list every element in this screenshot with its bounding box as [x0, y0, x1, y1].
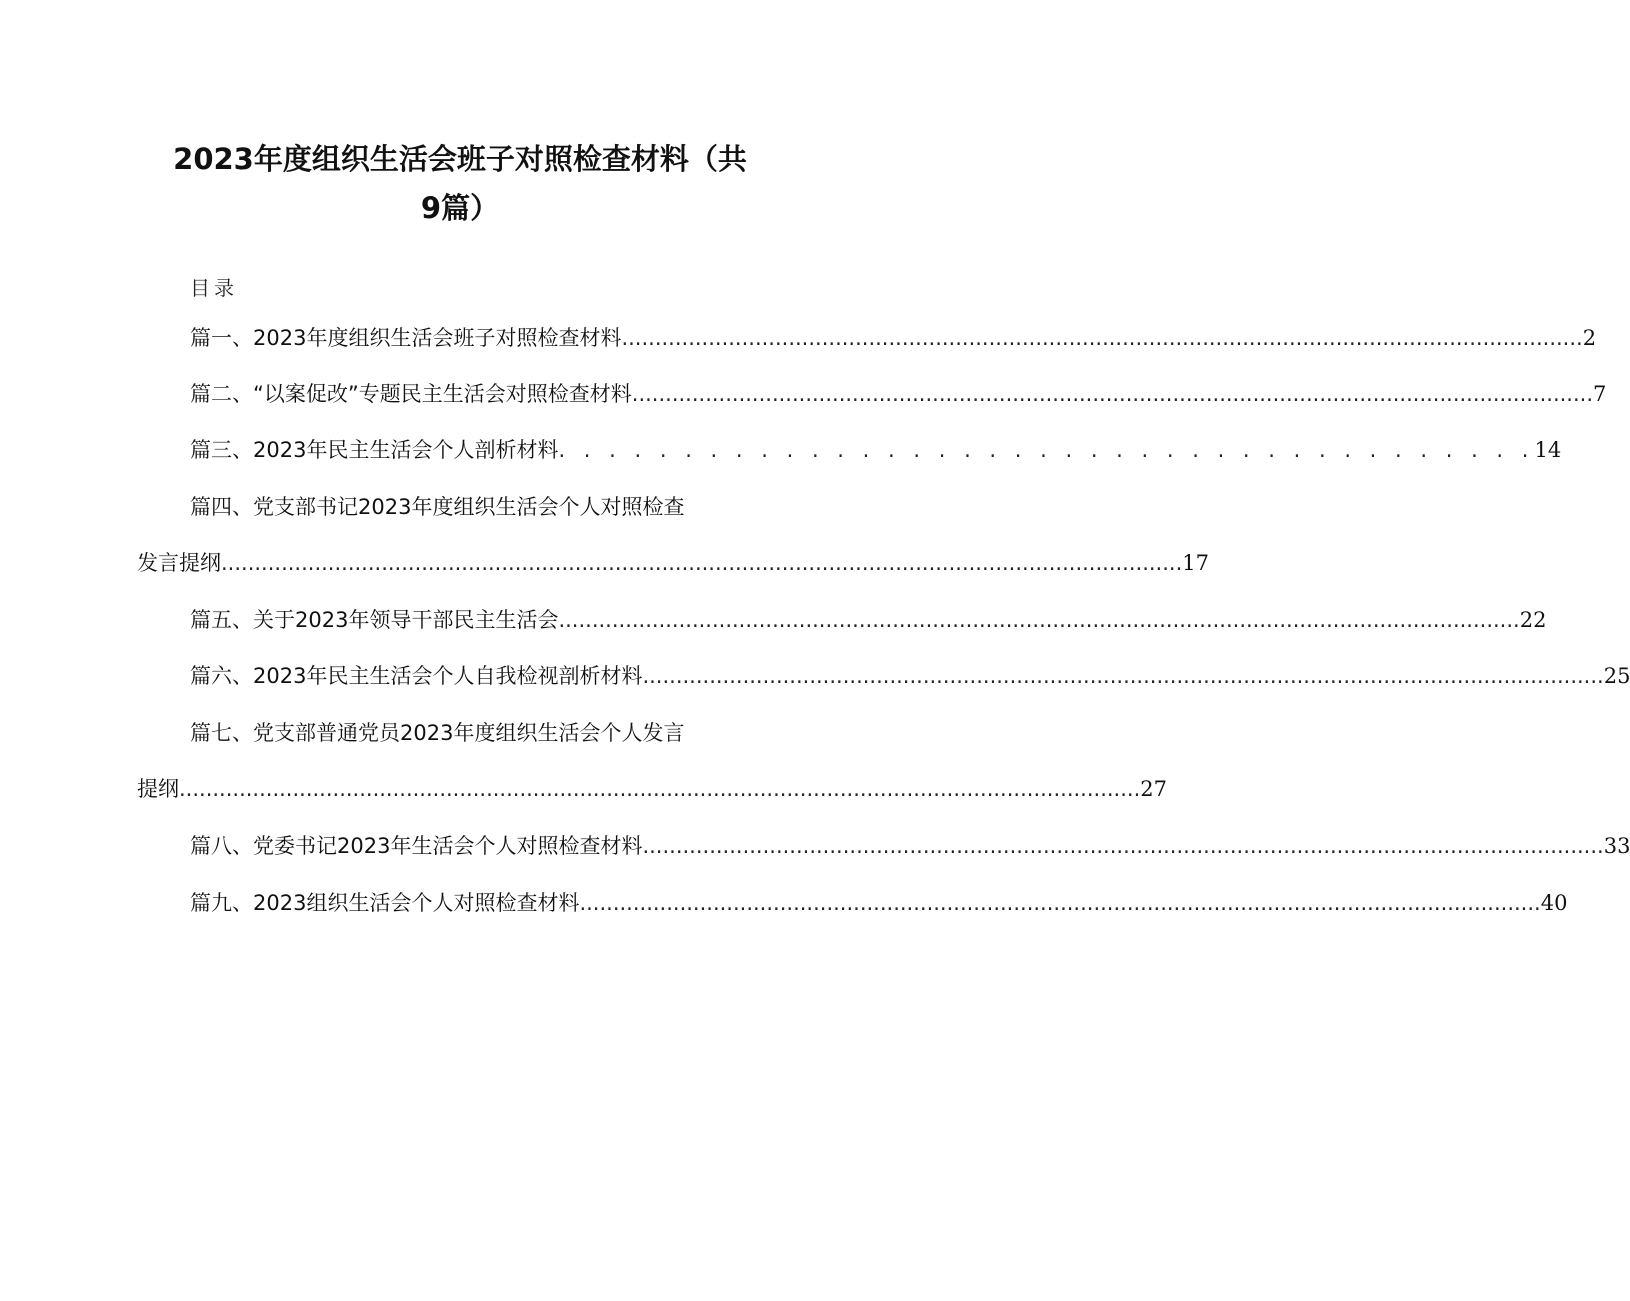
- document-title-line1: 2023年度组织生活会班子对照检查材料（共: [173, 142, 747, 176]
- toc-entry[interactable]: [190, 834, 1630, 858]
- toc-leader-dots: ................................................................................................................................................: [642, 664, 1604, 688]
- toc-entry-page: 22: [1519, 608, 1547, 632]
- toc-entry[interactable]: [190, 608, 1547, 632]
- toc-leader-dots: ................................................................................................................................................: [221, 551, 1183, 575]
- toc-entry-label: 篇五、关于2023年领导干部民主生活会: [190, 608, 559, 632]
- toc-entry[interactable]: [190, 891, 1568, 915]
- document-title-line2: 9篇）: [420, 191, 500, 225]
- toc-leader-dots: ................................................................................................................................................: [642, 834, 1604, 858]
- toc-entry-page: 7: [1593, 382, 1607, 406]
- toc-entry-first-line[interactable]: 篇四、党支部书记2023年度组织生活会个人对照检查: [190, 495, 685, 519]
- toc-entry-label: 篇六、2023年民主生活会个人自我检视剖析材料: [190, 664, 643, 688]
- toc-entry-page: 14: [1534, 438, 1562, 462]
- toc-entry-first-line[interactable]: 篇七、党支部普通党员2023年度组织生活会个人发言: [190, 721, 685, 745]
- toc-entry[interactable]: [137, 777, 1167, 801]
- toc-entry-label: 提纲: [137, 777, 179, 801]
- toc-entry-page: 40: [1540, 891, 1568, 915]
- toc-entry[interactable]: [190, 326, 1597, 350]
- toc-entry-label: 篇三、2023年民主生活会个人剖析材料: [190, 438, 559, 462]
- toc-entry-page: 33: [1603, 834, 1630, 858]
- toc-leader-dots: ................................................................................................................................................: [621, 326, 1583, 350]
- toc-leader-dots: ................................................................................................................................................: [179, 777, 1141, 801]
- toc-entry-label: 篇二、“以案促改”专题民主生活会对照检查材料: [190, 382, 632, 406]
- toc-leader-dots: . . . . . . . . . . . . . . . . . . . . . . . . . . . . . . . . . . . . . . .: [558, 438, 1535, 462]
- toc-entry-page: 2: [1582, 326, 1597, 350]
- toc-heading: 目录: [190, 276, 238, 300]
- toc-entry-page: 27: [1140, 777, 1167, 801]
- toc-leader-dots: ................................................................................................................................................: [579, 891, 1541, 915]
- toc-entry[interactable]: [190, 438, 1562, 462]
- toc-entry[interactable]: [137, 551, 1209, 575]
- toc-entry-page: 17: [1182, 551, 1209, 575]
- toc-entry[interactable]: [190, 382, 1607, 406]
- toc-entry-page: 25: [1603, 664, 1630, 688]
- toc-entry-label: 篇八、党委书记2023年生活会个人对照检查材料: [190, 834, 643, 858]
- toc-leader-dots: ................................................................................................................................................: [558, 608, 1520, 632]
- toc-entry[interactable]: [190, 664, 1630, 688]
- toc-leader-dots: ................................................................................................................................................: [631, 382, 1594, 406]
- toc-entry-label: 篇九、2023组织生活会个人对照检查材料: [190, 891, 580, 915]
- toc-entry-label: 篇一、2023年度组织生活会班子对照检查材料: [190, 326, 622, 350]
- toc-entry-label: 发言提纲: [137, 551, 221, 575]
